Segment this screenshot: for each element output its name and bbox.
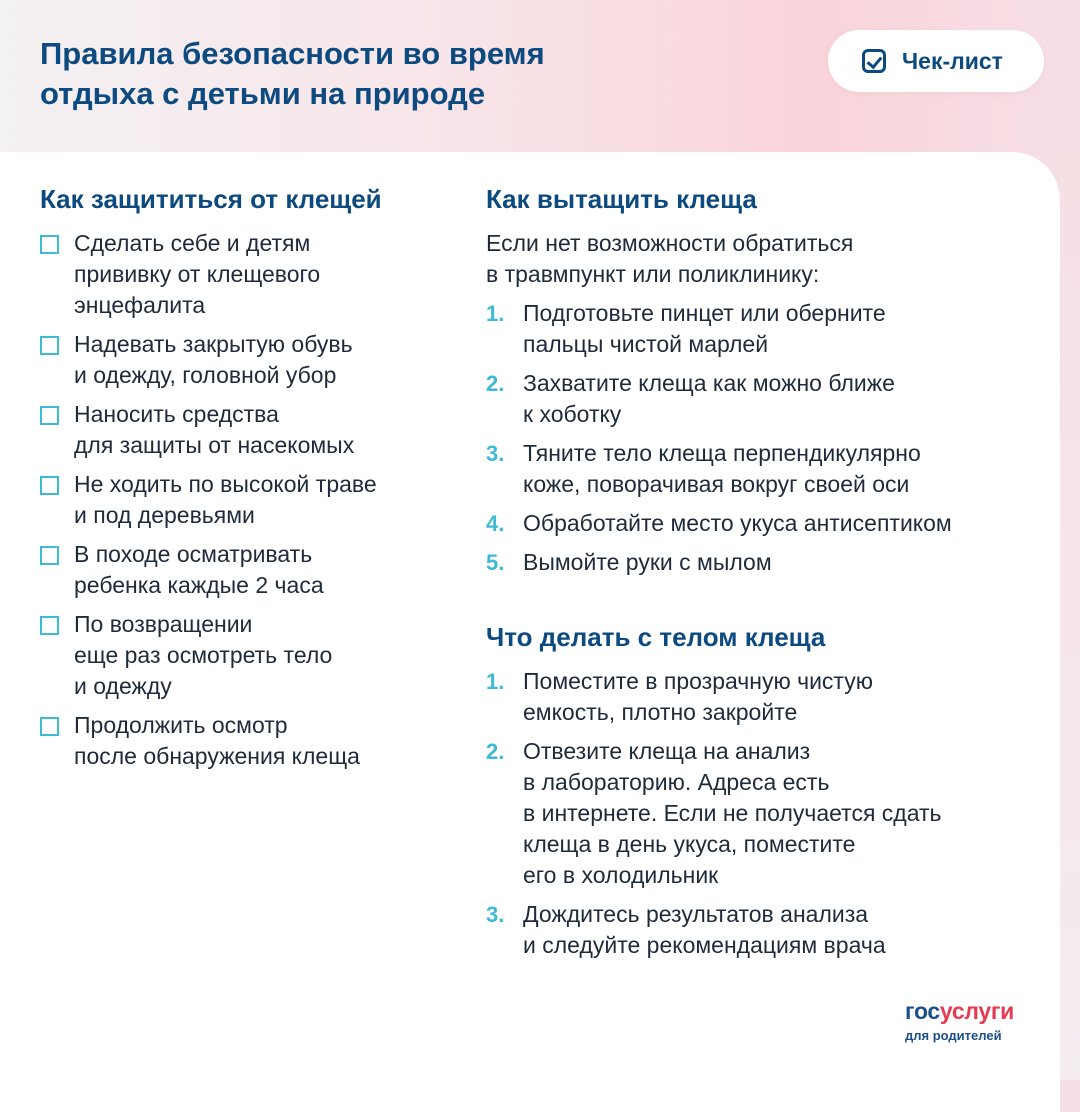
checkbox-icon xyxy=(40,235,59,254)
card-edge-background xyxy=(1060,152,1080,1080)
logo-part-uslugi: услуги xyxy=(939,998,1014,1024)
section-title-remove: Как вытащить клеща xyxy=(486,184,757,214)
numbered-step xyxy=(486,666,1046,728)
numbered-step xyxy=(486,368,1046,430)
step-text: Поместите в прозрачную чистую емкость, плотно закройте xyxy=(523,668,873,725)
checkbox-icon xyxy=(40,616,59,635)
step-text: Подготовьте пинцет или оберните пальцы чистой марлей xyxy=(523,300,886,357)
remove-intro: Если нет возможности обратиться в травмпункт или поликлинику: xyxy=(486,230,854,287)
step-number: 2. xyxy=(486,739,505,764)
logo-subtitle: для родителей xyxy=(905,1028,1002,1043)
section-title-body: Что делать с телом клеща xyxy=(486,622,826,652)
checklist-item xyxy=(40,469,450,531)
gosuslugi-logo xyxy=(905,998,1014,1045)
checkbox-icon xyxy=(40,406,59,425)
numbered-step xyxy=(486,736,1046,891)
step-number: 1. xyxy=(486,301,505,326)
checklist-item-text: Продолжить осмотр после обнаружения клеща xyxy=(74,712,360,769)
body-steps xyxy=(486,666,1046,969)
numbered-step xyxy=(486,547,1046,578)
checklist-item xyxy=(40,539,450,601)
protect-checklist xyxy=(40,228,450,780)
checkbox-icon xyxy=(40,336,59,355)
step-number: 4. xyxy=(486,511,505,536)
checklist-item xyxy=(40,609,450,702)
checkbox-checked-icon xyxy=(862,49,886,73)
checklist-item-text: По возвращении еще раз осмотреть тело и одежду xyxy=(74,611,333,699)
numbered-step xyxy=(486,438,1046,500)
checkbox-icon xyxy=(40,717,59,736)
step-number: 2. xyxy=(486,371,505,396)
checklist-item xyxy=(40,228,450,321)
step-text: Тяните тело клеща перпендикулярно коже, поворачивая вокруг своей оси xyxy=(523,440,921,497)
numbered-step xyxy=(486,298,1046,360)
step-number: 3. xyxy=(486,902,505,927)
checklist-badge-label: Чек-лист xyxy=(902,47,1003,74)
step-number: 3. xyxy=(486,441,505,466)
numbered-step xyxy=(486,899,1046,961)
checklist-item-text: Сделать себе и детям прививку от клещевого энцефалита xyxy=(74,230,321,318)
checkbox-icon xyxy=(40,476,59,495)
checkbox-icon xyxy=(40,546,59,565)
checklist-item-text: Надевать закрытую обувь и одежду, головной убор xyxy=(74,331,353,388)
logo-part-gos: гос xyxy=(905,998,940,1024)
checklist-item-text: Не ходить по высокой траве и под деревьями xyxy=(74,471,377,528)
section-title-protect: Как защититься от клещей xyxy=(40,184,382,214)
step-text: Отвезите клеща на анализ в лабораторию. Адреса есть в интернете. Если не получается сдать клеща в день укуса, поместите его в холодильник xyxy=(523,738,942,888)
step-text: Обработайте место укуса антисептиком xyxy=(523,510,952,536)
step-number: 5. xyxy=(486,550,505,575)
step-text: Вымойте руки с мылом xyxy=(523,549,772,575)
checklist-item xyxy=(40,710,450,772)
checklist-badge xyxy=(828,30,1044,92)
step-text: Захватите клеща как можно ближе к хоботку xyxy=(523,370,895,427)
numbered-step xyxy=(486,508,1046,539)
remove-steps xyxy=(486,298,1046,586)
checklist-item xyxy=(40,329,450,391)
step-number: 1. xyxy=(486,669,505,694)
checklist-item-text: Наносить средства для защиты от насекомых xyxy=(74,401,355,458)
checklist-item-text: В походе осматривать ребенка каждые 2 часа xyxy=(74,541,324,598)
page-title: Правила безопасности во время отдыха с детьми на природе xyxy=(40,36,545,111)
step-text: Дождитесь результатов анализа и следуйте рекомендациям врача xyxy=(523,901,886,958)
checklist-item xyxy=(40,399,450,461)
